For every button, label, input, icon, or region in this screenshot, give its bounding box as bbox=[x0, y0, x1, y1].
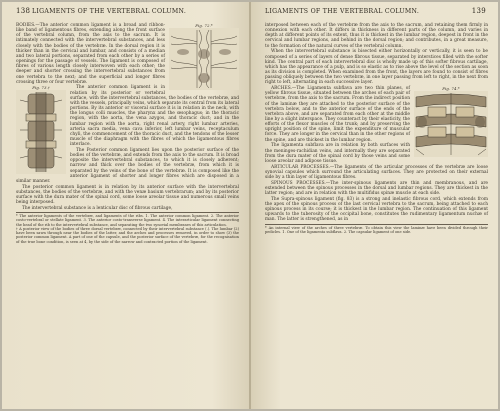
left-running-head bbox=[16, 8, 237, 18]
left-paragraph-5: The intervertebral substance is a lenticular disc of fibrous cartilage, bbox=[22, 205, 173, 211]
book-spread bbox=[2, 2, 498, 409]
left-paragraph-3: The Posterior common ligament lies upon the posterior surface of the bodies of the vertebræ, and extends from the axis to the sacrum. It is broad opposite the intervertebral substances, to which it is closely adherent; narrow and thick over the bodies of the vertebræ, from which it is separated by the veins of the bone of the vertebræ. It is composed like the anterior ligament of shorter and longer fibres which are disposed in a similar manner. bbox=[16, 147, 239, 184]
figure-72-illustration bbox=[169, 28, 239, 90]
right-running-title: LIGAMENTS OF THE VERTEBRAL COLUMN. bbox=[265, 8, 420, 15]
left-text-column bbox=[16, 23, 239, 403]
right-paragraph-3: ARCHES.—The Ligamenta subflava are two thin planes, of yellow fibrous tissue, situated between the arches of each pair of vertebræ, from the axis to the sacrum. From the indirect position of the laminæ they are attached to the posterior surface of the vertebra below, and to the anterior surface of the ends of the vertebra above, and are separated from each other at the middle line by a slight interspace. They counteract by their elasticity, the efforts of the flexor muscles of the trunk; and by preserving the upright position of the spine, limit the expenditure of muscular force. They are longer in the cervical than in the other regions of the spine, and are thickest in the lumbar region. bbox=[265, 86, 410, 143]
figure-72 bbox=[169, 23, 239, 90]
left-paragraph-4: The posterior common ligament is in relation by its anterior surface with the intervertebral substances, the bodies of the vertebræ, and with the venæ basium vertebrarum; and by its posterior surface with the dura mater of the spinal cord, some loose areolar tissue and numerous small veins being interposed. bbox=[16, 184, 239, 206]
left-page-number: 138 bbox=[16, 7, 31, 15]
figure-73 bbox=[16, 85, 66, 174]
right-footnotes bbox=[265, 224, 488, 235]
left-running-title: LIGAMENTS OF THE VERTEBRAL COLUMN. bbox=[32, 8, 187, 15]
right-paragraph-5: ARTICULAR PROCESSES.—The ligaments of the articular processes of the vertebræ are loose synovial capsules which surround the articulating surfaces. They are protected on their external side by a thin layer of ligamentous fibres. bbox=[265, 164, 488, 180]
right-paragraph-6: SPINOUS PROCESSES.—The inter-spinous ligaments are thin and membranous, and are extended between the spinous processes in the dorsal and lumbar regions. They are thickest in the latter region; and are in relation with the multifidus spinæ muscle at each side. bbox=[265, 180, 488, 196]
figure-73-illustration bbox=[16, 90, 66, 174]
left-paragraph-1: BODIES.—The anterior common ligament is a broad and ribbon-like band of ligamentous fibres, extending along the front surface of the vertebral column, from the axis to the sacrum. It is intimately connected with the intervertebral substances, and less closely with the bodies of the vertebræ. In the dorsal region it is thicker than in the cervical and lumbar, and consists of a median and two lateral portions, separated from each other by a series of openings for the passage of vessels. The ligament is composed of fibres of various length closely interwoven with each other; the deeper and shorter crossing the intervertebral substances from one vertebra to the next; and the superficial and longer fibres crossing three or four vertebræ. bbox=[16, 23, 165, 85]
left-page bbox=[2, 2, 249, 409]
right-paragraph-1: interposed between each of the vertebræ from the axis to the sacrum, and retaining them firmly in connexion with each other. It differs in thickness in different parts of the column, and varies in depth at different points of its extent, thus it is thickest in the lumbar region, deepest in front in the cervical and lumbar regions, and behind in the dorsal region; and contributes, in a great measure, to the formation of the natural curves of the vertebral column. bbox=[265, 23, 488, 49]
right-text-column bbox=[265, 23, 488, 403]
right-running-head bbox=[265, 8, 486, 18]
left-paragraph-2: The anterior common ligament is in relation by its posterior or vertebral surface, with the intervertebral substances, the bodies of the vertebræ, and with the vessels, principally veins, which separate its central from its lateral portions. By its anterior or visceral surface it is in relation in the neck, with the longus colli muscles, the pharynx and the œsophagus; in the thoracic region, with the aorta, the vena azygos, and thoracic duct; and in the lumbar region with the aorta, right renal artery, right lumbar arteries, arteria sacra media, vena cava inferior, left lumbar veins, receptaculum chyli, the commencement of the thoracic duct, and the tendons of the lesser muscle of the diaphragm with the fibres of which the ligamentous fibres interlace. bbox=[70, 85, 239, 148]
right-page-number: 139 bbox=[471, 7, 486, 15]
right-page bbox=[251, 2, 498, 409]
right-footnote-1: * An internal view of the arches of three vertebræ. To obtain this view the laminæ have been divided through their pedicles. 1. One of the ligamenta subflava. 2. The capsular ligament of one side. bbox=[265, 225, 488, 234]
left-footnotes bbox=[16, 212, 239, 244]
right-paragraph-2: When the intervertebral substance is bisected either horizontally or vertically, it is seen to be composed of a series of layers of dense fibrous tissue, separated by interstices filled with the softer kind. The central part of each intervertebral disc is wholly made up of this softer fibrous cartilage, which has the appearance of a pulp, and is so elastic as to rise above the level of the section as soon as its division is completed. When examined from the front, the layers are found to consist of fibres passing obliquely between the two vertebræ, in one layer passing from left to right, in the next from right to left, alternating in each successive layer. bbox=[265, 49, 488, 86]
right-paragraph-7: The Supra-spinous ligament (fig. 83) is a strong and inelastic fibrous cord, which extends from the apex of the spinous process of the last cervical vertebra to the sacrum, being attached to each spinous process in its course; it is thickest in the lumbar region. The continuation of this ligament upwards to the tuberosity of the occipital bone, constitutes the rudimentary ligamentum nuchæ of man. The latter is strengthened, as in bbox=[265, 196, 488, 223]
left-footnote-1: * The anterior ligaments of the vertebræ, and ligaments of the ribs. 1. The anterior common ligament. 2. The anterior costo-vertebral or stellate ligament. 3. The anterior costo-transverse ligament. 4. The interarticular ligament connecting the head of the rib to the intervertebral substance, and separating the two synovial membranes of this articulation. bbox=[16, 214, 239, 227]
figure-72-caption: Fig. 72.* bbox=[195, 23, 213, 28]
figure-74 bbox=[414, 86, 488, 157]
right-paragraph-4: The ligamenta subflava are in relation by both surfaces with the meninges-rachidian veins, and internally they are separated from the dura mater of the spinal cord by those veins and some loose areolar and adipose tissue. bbox=[265, 143, 410, 164]
figure-74-caption: Fig. 74.* bbox=[442, 86, 460, 92]
left-footnote-2: † A posterior view of the bodies of three dorsal vertebræ, connected by their intervertebral substance (.). The lumbar (2) have been sawn through near the bodies of the latter, and the arches and processes removed, in order to show (3) the posterior common ligament. A part of one of the capsule, and the posterior surface of the vertebræ, for the recognisation of the true bone condition, is seen at 4, by the side of the narrow and contracted portion of the ligament. bbox=[16, 226, 239, 244]
figure-73-caption: Fig. 73.† bbox=[32, 85, 50, 91]
figure-74-illustration bbox=[414, 91, 488, 157]
